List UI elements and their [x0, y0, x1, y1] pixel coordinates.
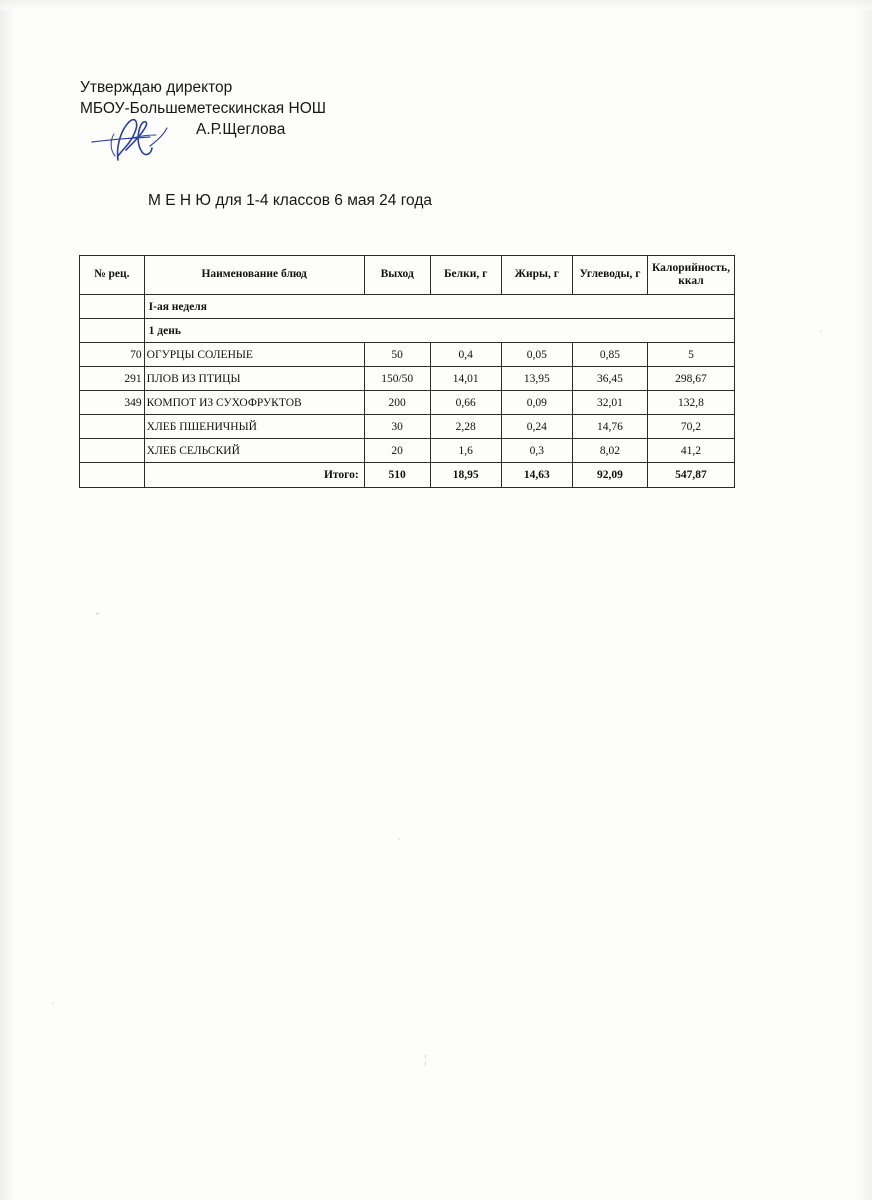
- cell-dish-name: КОМПОТ ИЗ СУХОФРУКТОВ: [144, 391, 364, 415]
- total-fats: 14,63: [501, 463, 572, 488]
- cell-carbs: 14,76: [572, 415, 647, 439]
- scan-mark: ¦: [424, 1052, 427, 1066]
- table-header-row: [80, 256, 735, 295]
- cell-proteins: 1,6: [430, 439, 501, 463]
- table-row-day: [80, 319, 735, 343]
- table-row: [80, 415, 735, 439]
- cell-carbs: 8,02: [572, 439, 647, 463]
- table-row-week: [80, 295, 735, 319]
- table-row-total: [80, 463, 735, 488]
- cell-recipe-no: [80, 439, 145, 463]
- page-title: М Е Н Ю для 1-4 классов 6 мая 24 года: [148, 192, 432, 209]
- header-carbs: Углеводы, г: [572, 256, 647, 295]
- cell-dish-name: ПЛОВ ИЗ ПТИЦЫ: [144, 367, 364, 391]
- cell-dish-name: ХЛЕБ СЕЛЬСКИЙ: [144, 439, 364, 463]
- cell-output: 150/50: [364, 367, 430, 391]
- cell-output: 20: [364, 439, 430, 463]
- cell-calories: 298,67: [647, 367, 734, 391]
- cell-carbs: 0,85: [572, 343, 647, 367]
- header-proteins: Белки, г: [430, 256, 501, 295]
- cell-recipe-no: [80, 415, 145, 439]
- table-row: [80, 343, 735, 367]
- scan-speck: [398, 838, 400, 840]
- cell-proteins: 2,28: [430, 415, 501, 439]
- table-row: [80, 439, 735, 463]
- cell-dish-name: ОГУРЦЫ СОЛЕНЫЕ: [144, 343, 364, 367]
- cell-fats: 0,09: [501, 391, 572, 415]
- total-proteins: 18,95: [430, 463, 501, 488]
- total-label: Итого:: [144, 463, 364, 488]
- day-row-label: 1 день: [144, 319, 734, 343]
- cell-proteins: 14,01: [430, 367, 501, 391]
- table-row: [80, 391, 735, 415]
- header-dish-name: Наименование блюд: [144, 256, 364, 295]
- cell-fats: 0,05: [501, 343, 572, 367]
- approval-line-1: Утверждаю директор: [80, 79, 233, 96]
- week-row-label: I-ая неделя: [144, 295, 734, 319]
- total-output: 510: [364, 463, 430, 488]
- cell-carbs: 36,45: [572, 367, 647, 391]
- menu-table: [79, 255, 735, 488]
- cell-fats: 0,24: [501, 415, 572, 439]
- approval-line-2: МБОУ-Большеметескинская НОШ: [80, 99, 326, 117]
- cell-calories: 132,8: [647, 391, 734, 415]
- week-row-recipe-cell: [80, 295, 145, 319]
- total-carbs: 92,09: [572, 463, 647, 488]
- approval-block: [80, 78, 326, 141]
- header-calories: Калорийность, ккал: [647, 256, 734, 295]
- scan-speck: [96, 612, 99, 615]
- approval-signer: А.Р.Щеглова: [196, 120, 286, 138]
- cell-dish-name: ХЛЕБ ПШЕНИЧНЫЙ: [144, 415, 364, 439]
- cell-recipe-no: 291: [80, 367, 145, 391]
- scan-speck: [52, 1002, 54, 1004]
- menu-table-wrapper: [79, 255, 735, 488]
- cell-proteins: 0,66: [430, 391, 501, 415]
- cell-proteins: 0,4: [430, 343, 501, 367]
- cell-calories: 41,2: [647, 439, 734, 463]
- table-body: [80, 295, 735, 488]
- header-fats: Жиры, г: [501, 256, 572, 295]
- cell-recipe-no: 70: [80, 343, 145, 367]
- table-head: [80, 256, 735, 295]
- total-calories: 547,87: [647, 463, 734, 488]
- cell-calories: 5: [647, 343, 734, 367]
- total-empty-cell: [80, 463, 145, 488]
- header-recipe-no: № рец.: [80, 256, 145, 295]
- scan-speck: [820, 330, 822, 332]
- cell-fats: 0,3: [501, 439, 572, 463]
- day-row-recipe-cell: [80, 319, 145, 343]
- cell-calories: 70,2: [647, 415, 734, 439]
- cell-carbs: 32,01: [572, 391, 647, 415]
- cell-output: 200: [364, 391, 430, 415]
- cell-output: 50: [364, 343, 430, 367]
- cell-output: 30: [364, 415, 430, 439]
- header-output: Выход: [364, 256, 430, 295]
- table-row: [80, 367, 735, 391]
- cell-recipe-no: 349: [80, 391, 145, 415]
- cell-fats: 13,95: [501, 367, 572, 391]
